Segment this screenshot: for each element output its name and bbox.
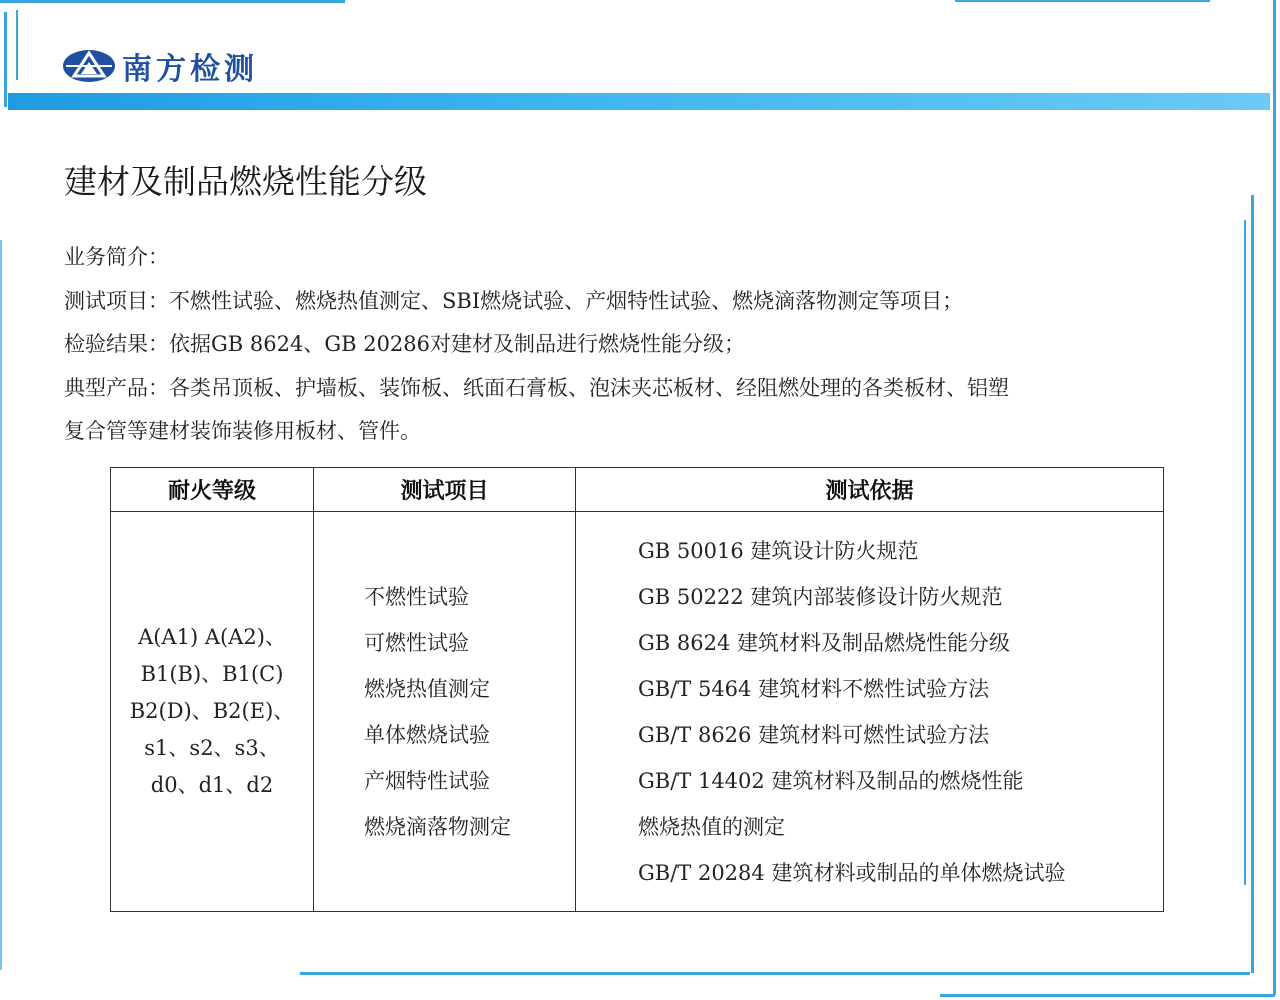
- brand-logo: [62, 44, 258, 88]
- standard-line: GB 50016 建筑设计防火规范: [638, 538, 919, 563]
- grade-line: d0、d1、d2: [150, 773, 274, 797]
- grade-line: s1、s2、s3、: [144, 736, 280, 760]
- intro-line: 复合管等建材装饰装修用板材、管件。: [64, 419, 421, 443]
- test-item: 燃烧热值测定: [364, 676, 490, 701]
- standard-line: GB/T 20284 建筑材料或制品的单体燃烧试验: [638, 860, 1066, 885]
- header-test-basis: 测试依据: [576, 468, 1164, 512]
- grade-line: B1(B)、B1(C): [140, 662, 284, 686]
- standard-line: GB 8624 建筑材料及制品燃烧性能分级: [638, 630, 1011, 655]
- fire-rating-table: [110, 467, 1164, 912]
- frame-line-left: [4, 12, 7, 107]
- intro-line: 典型产品：各类吊顶板、护墙板、装饰板、纸面石膏板、泡沫夹芯板材、经阻燃处理的各类板材、铝塑: [64, 375, 1009, 400]
- frame-line-top-right: [955, 0, 1210, 2]
- grade-line: A(A1) A(A2)、: [138, 625, 286, 649]
- test-item: 燃烧滴落物测定: [364, 814, 511, 839]
- standard-line: 燃烧热值的测定: [638, 814, 785, 839]
- business-intro: [64, 236, 1224, 454]
- standard-line: GB/T 14402 建筑材料及制品的燃烧性能: [638, 768, 1024, 793]
- frame-line-bottom: [300, 972, 1250, 975]
- intro-line: 测试项目：不燃性试验、燃烧热值测定、SBI燃烧试验、产烟特性试验、燃烧滴落物测定等项目；: [64, 288, 964, 313]
- test-item: 产烟特性试验: [364, 768, 490, 793]
- standard-line: GB 50222 建筑内部装修设计防火规范: [638, 584, 1003, 609]
- intro-line: 检验结果：依据GB 8624、GB 20286对建材及制品进行燃烧性能分级；: [64, 332, 746, 356]
- diamond-triangle-logo-icon: [62, 48, 116, 84]
- grade-cell: [111, 512, 314, 912]
- grade-line: B2(D)、B2(E)、: [129, 699, 295, 723]
- header-fire-grade: 耐火等级: [111, 468, 314, 512]
- frame-line-top: [0, 0, 345, 3]
- table-header-row: [111, 468, 1164, 512]
- standard-line: GB/T 8626 建筑材料可燃性试验方法: [638, 722, 990, 747]
- test-item: 可燃性试验: [364, 630, 469, 655]
- page-title: 建材及制品燃烧性能分级: [64, 162, 427, 201]
- frame-line-right: [1273, 0, 1276, 995]
- brand-name: 南方检测: [122, 52, 258, 87]
- frame-line-left-inner: [16, 10, 18, 80]
- standard-line: GB/T 5464 建筑材料不燃性试验方法: [638, 676, 990, 701]
- header-band: [8, 93, 1270, 110]
- header-test-items: 测试项目: [314, 468, 576, 512]
- frame-line-left-lower: [0, 240, 2, 970]
- frame-line-right-inner: [1251, 195, 1254, 973]
- standards-cell: [576, 512, 1164, 912]
- frame-line-right-inner-2: [1244, 220, 1246, 885]
- table-row: [111, 512, 1164, 912]
- test-item: 不燃性试验: [364, 584, 469, 609]
- intro-heading: 业务简介：: [64, 245, 169, 269]
- frame-line-bottom-right: [940, 994, 1275, 997]
- items-cell: [314, 512, 576, 912]
- test-item: 单体燃烧试验: [364, 722, 490, 747]
